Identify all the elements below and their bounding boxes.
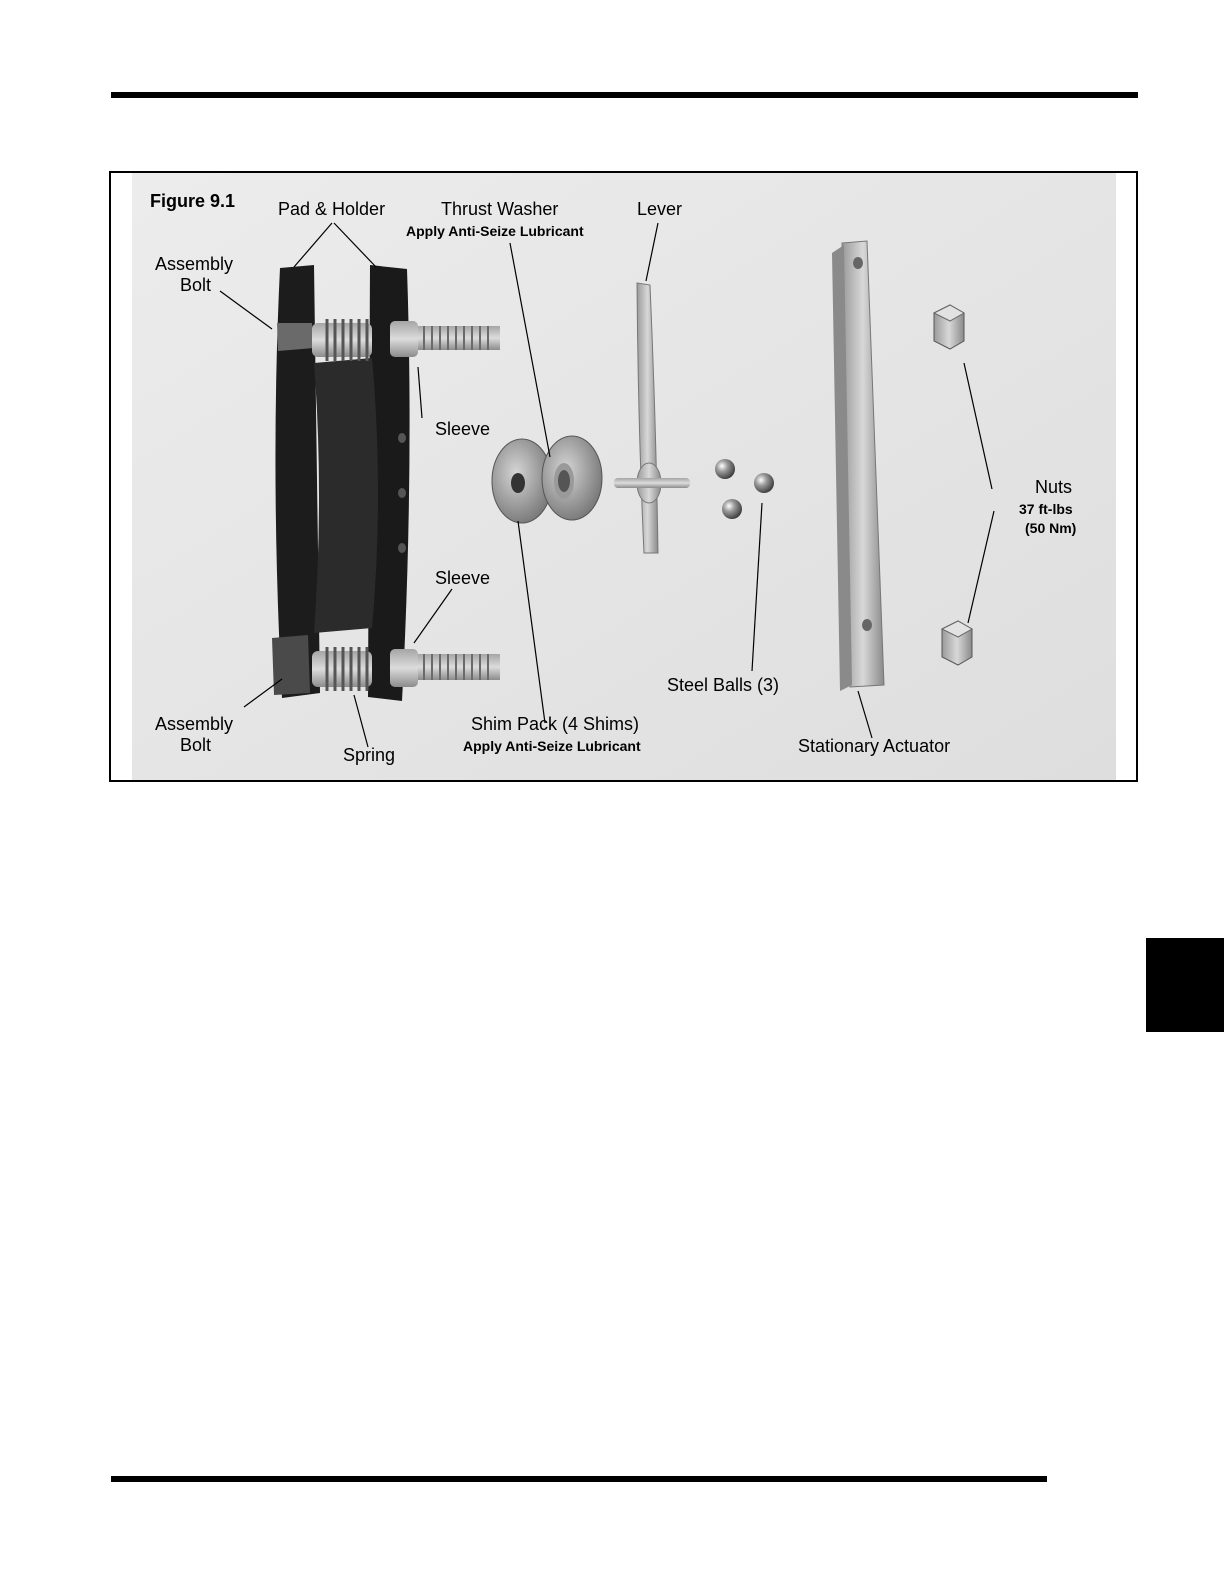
- stationary-actuator-label: Stationary Actuator: [798, 736, 951, 756]
- nuts-torque-line2: (50 Nm): [1025, 520, 1077, 536]
- figure-caption: Figure 9.1: [150, 191, 236, 211]
- nuts-torque-line1: 37 ft-lbs: [1019, 501, 1073, 517]
- thrust-washer-note: Apply Anti-Seize Lubricant: [406, 223, 584, 239]
- brake-assembly-photo: [132, 173, 1116, 780]
- sleeve-top-label: Sleeve: [435, 419, 491, 439]
- assembly-bolt-top-label-line2: Bolt: [180, 275, 212, 295]
- spring-label: Spring: [343, 745, 396, 765]
- section-tab: [1146, 938, 1224, 1032]
- shim-pack-note: Apply Anti-Seize Lubricant: [463, 738, 641, 754]
- footer-rule: [111, 1476, 1047, 1482]
- steel-balls-label: Steel Balls (3): [667, 675, 780, 695]
- nuts-label: Nuts: [1035, 477, 1073, 497]
- thrust-washer-label: Thrust Washer: [441, 199, 559, 219]
- shim-pack-label: Shim Pack (4 Shims): [471, 714, 640, 734]
- assembly-bolt-bottom-label-line1: Assembly: [155, 714, 234, 734]
- header-rule: [111, 92, 1138, 98]
- sleeve-bottom-label: Sleeve: [435, 568, 491, 588]
- lever-label: Lever: [637, 199, 683, 219]
- pad-holder-label: Pad & Holder: [278, 199, 386, 219]
- assembly-bolt-bottom-label-line2: Bolt: [180, 735, 212, 755]
- assembly-bolt-top-label-line1: Assembly: [155, 254, 234, 274]
